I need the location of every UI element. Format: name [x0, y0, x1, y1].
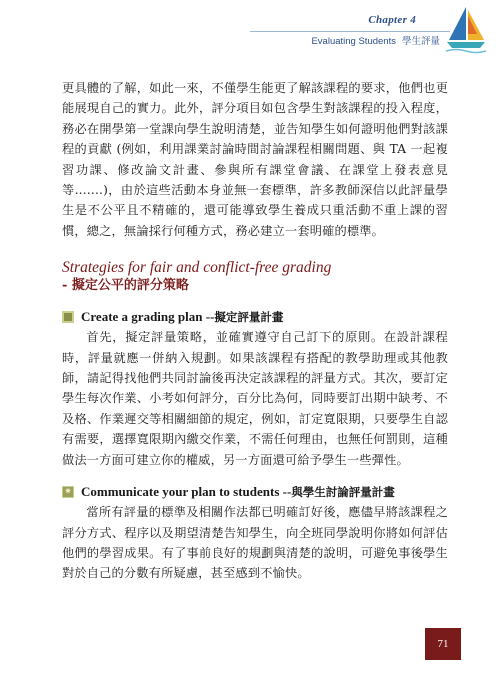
strategy-heading-zh: - 擬定公平的評分策略: [62, 278, 189, 294]
sailboat-logo-icon: [444, 4, 488, 54]
strategy-heading-en: Strategies for fair and conflict-free grading: [62, 259, 332, 277]
grading-plan-title-zh: 擬定評量計畫: [214, 310, 284, 325]
section-title: [311, 33, 440, 47]
chapter-label: Chapter 4: [368, 14, 416, 26]
communicate-plan-heading: [62, 484, 448, 500]
section-title-zh: 學生評量: [401, 36, 440, 47]
page-content: [62, 78, 448, 584]
star-bullet-icon: ✷: [62, 486, 74, 498]
grading-plan-body: 首先，擬定評量策略，並確實遵守自己訂下的原則。在設計課程時，評量就應一併納入規劃。如果該課程有搭配的教學助理或其他教師，請記得找他們共同討論後再決定該課程的評量方式。其次，要訂定學生每次作業、小考如何評分，百分比為何，同時要訂出期中缺考、不及格、作業遲交等相關細節的規定，例如，訂定寬限期，只要學生自認有需要，選擇寬限期內繳交作業，不需任何理由，也無任何罰則，這種做法一方面可建立你的權威，另一方面還可給予學生一些彈性。: [62, 330, 448, 467]
grading-plan-title-en: Create a grading plan --: [81, 309, 215, 325]
communicate-plan-title-zh: 與學生討論評量計畫: [291, 485, 395, 500]
communicate-plan-section: [62, 484, 448, 584]
olive-square-bullet-icon: [62, 311, 74, 323]
communicate-plan-title-en: Communicate your plan to students --: [81, 484, 292, 500]
header-rule: [250, 31, 450, 32]
grading-plan-section: [62, 309, 448, 470]
intro-paragraph: 更具體的了解，如此一來，不僅學生能更了解該課程的要求，他們也更能展現自己的實力。此外，評分項目如包含學生對該課程的投入程度，務必在開學第一堂課向學生說明清楚，並告知學生如何證明他們對該課程的貢獻 (例如，利用課業討論時間討論課程相關問題、與 TA 一起複習功課、修改論文計畫、參與所有課堂會議、在課堂上發表意見等.......)，由於這些活動本身並無一套標準，許多教師深信以此評量學生是不公平且不精確的，還可能導致學生養成只重活動不重上課的習慣，總之，無論採行何種方式，務必建立一套明確的標準。: [62, 81, 448, 238]
grading-plan-heading: [62, 309, 448, 325]
section-title-en: Evaluating Students: [311, 36, 396, 47]
page-number: 71: [425, 628, 461, 660]
communicate-plan-body: 當所有評量的標準及相關作法都已明確訂好後，應儘早將該課程之評分方式、程序以及期望清楚告知學生，向全班同學說明你將如何評估他們的學習成果。有了事前良好的規劃與清楚的說明，可避免事後學生對於自己的分數有所疑慮，甚至感到不愉快。: [62, 505, 448, 581]
page-header: [0, 0, 500, 56]
